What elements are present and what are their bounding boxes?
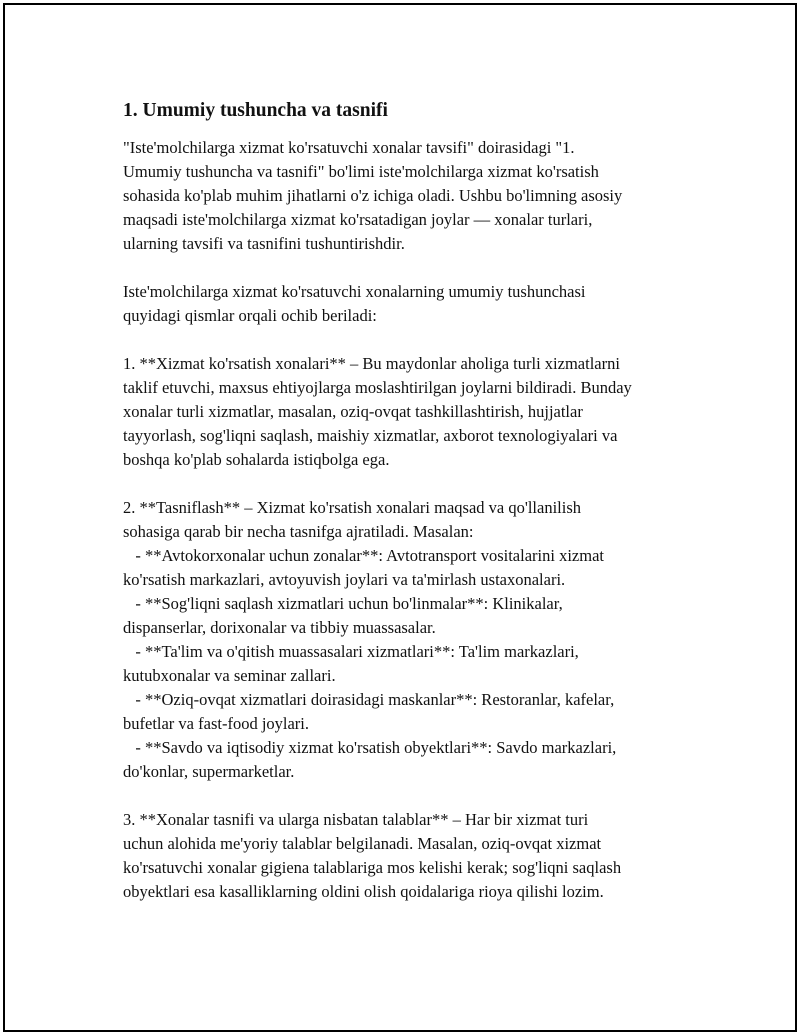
document-page [3, 3, 797, 1032]
document-content [123, 98, 703, 904]
section-body-text: "Iste'molchilarga xizmat ko'rsatuvchi xonalar tavsifi" doirasidagi "1. Umumiy tushuncha va tasnifi" bo'limi iste'molchilarga xizmat ko'rsatish sohasida ko'plab muhim jihatlarni o'z ichiga oladi. Ushbu bo'limning asosiy maqsadi iste'molchilarga xizmat ko'rsatadigan joylar — xonalar turlari, ularning tavsifi va tasnifini tushuntirishdir. Iste'molchilarga xizmat ko'rsatuvchi xonalarning umumiy tushunchasi quyidagi qismlar orqali ochib beriladi: 1. **Xizmat ko'rsatish xonalari** – Bu maydonlar aholiga turli xizmatlarni taklif etuvchi, maxsus ehtiyojlarga moslashtirilgan joylarni bildiradi. Bunday xonalar turli xizmatlar, masalan, oziq-ovqat tashkillashtirish, hujjatlar tayyorlash, sog'liqni saqlash, maishiy xizmatlar, axborot texnologiyalari va boshqa ko'plab sohalarda istiqbolga ega. 2. **Tasniflash** – Xizmat ko'rsatish xonalari maqsad va qo'llanilish sohasiga qarab bir necha tasnifga ajratiladi. Masalan: - **Avtokorxonalar uchun zonalar**: Avtotransport vositalarini xizmat ko'rsatish markazlari, avtoyuvish joylari va ta'mirlash ustaxonalari. - **Sog'liqni saqlash xizmatlari uchun bo'linmalar**: Klinikalar, dispanserlar, dorixonalar va tibbiy muassasalar. - **Ta'lim va o'qitish muassasalari xizmatlari**: Ta'lim markazlari, kutubxonalar va seminar zallari. - **Oziq-ovqat xizmatlari doirasidagi maskanlar**: Restoranlar, kafelar, bufetlar va fast-food joylari. - **Savdo va iqtisodiy xizmat ko'rsatish obyektlari**: Savdo markazlari, do'konlar, supermarketlar. 3. **Xonalar tasnifi va ularga nisbatan talablar** – Har bir xizmat turi uchun alohida me'yoriy talablar belgilanadi. Masalan, oziq-ovqat xizmat ko'rsatuvchi xonalar gigiena talablariga mos kelishi kerak; sog'liqni saqlash obyektlari esa kasalliklarning oldini olish qoidalariga rioya qilishi lozim. [123, 138, 632, 901]
section-heading: 1. Umumiy tushuncha va tasnifi [123, 100, 388, 121]
